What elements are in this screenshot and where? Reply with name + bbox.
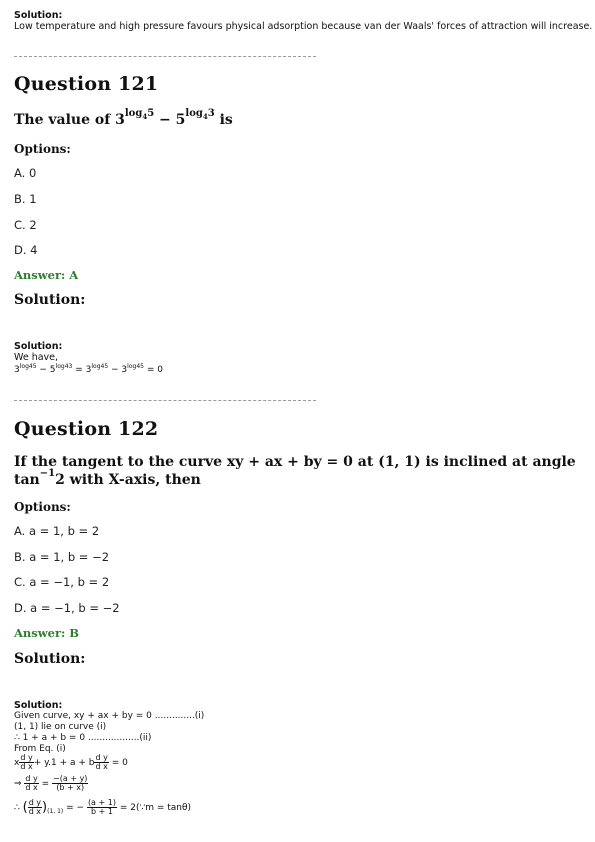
top-solution-heading: Solution: bbox=[14, 10, 63, 21]
q122-sol-line4: From Eq. (i) bbox=[14, 744, 66, 754]
question-122-title: Question 122 bbox=[14, 418, 159, 440]
q122-sol-line5: x $\frac{\text{d y}}{\text{d x}}$ + y.1 + a + b $\frac{\text{d y}}{\text{d x}}$ = 0 bbox=[14, 753, 128, 771]
q121-solution-heading: Solution: bbox=[14, 292, 86, 308]
divider bbox=[14, 56, 316, 57]
q121-option-d: D. 4 bbox=[14, 243, 38, 257]
q122-option-b: B. a = 1, b = −2 bbox=[14, 550, 110, 564]
q121-answer: Answer: A bbox=[14, 268, 79, 282]
q122-sol-line2: (1, 1) lie on curve (i) bbox=[14, 722, 107, 732]
q122-sol-line7: ∴ ( $\frac{\text{d y}}{\text{d x}}$ )$_{(1, 1)}$ = − $\frac{(a + 1)}{b + 1}$ = 2(∵m = tanθ) bbox=[14, 798, 191, 816]
q122-sol-line1: Given curve, xy + ax + by = 0 ..............(i) bbox=[14, 711, 205, 721]
q122-option-c: C. a = −1, b = 2 bbox=[14, 575, 110, 589]
q121-option-b: B. 1 bbox=[14, 192, 37, 206]
top-solution-text: Low temperature and high pressure favours physical adsorption because van der Waals' forces of attraction will increase. bbox=[14, 21, 593, 32]
question-122-text: If the tangent to the curve xy + ax + by = 0 at (1, 1) is inclined at angle $\tan^{-1}2$ with X-axis, then bbox=[14, 454, 576, 488]
q122-solution-heading: Solution: bbox=[14, 651, 86, 667]
divider bbox=[14, 400, 316, 401]
q121-sol-line1: We have, bbox=[14, 352, 59, 363]
q122-answer: Answer: B bbox=[14, 626, 80, 640]
question-121-text: The value of $3^{log_45} - 5^{log_43}$ is bbox=[14, 108, 233, 128]
q121-sol-label: Solution: bbox=[14, 341, 63, 352]
q122-option-a: A. a = 1, b = 2 bbox=[14, 524, 100, 538]
q122-sol-line3: ∴ 1 + a + b = 0 ..................(ii) bbox=[14, 733, 152, 743]
q122-sol-label: Solution: bbox=[14, 700, 63, 711]
question-121-title: Question 121 bbox=[14, 73, 159, 95]
q122-sol-line6: ⇒ $\frac{\text{d y}}{\text{d x}}$ = $\frac{-(a + y)}{(b + x)}$ bbox=[14, 774, 88, 792]
q121-option-a: A. 0 bbox=[14, 166, 37, 180]
q121-options-heading: Options: bbox=[14, 142, 71, 156]
q121-sol-line2: $3^{log45} - 5^{log43} = 3^{log45} - 3^{log45} = 0$ bbox=[14, 363, 163, 375]
q122-options-heading: Options: bbox=[14, 500, 71, 514]
q121-option-c: C. 2 bbox=[14, 218, 37, 232]
q122-option-d: D. a = −1, b = −2 bbox=[14, 601, 120, 615]
